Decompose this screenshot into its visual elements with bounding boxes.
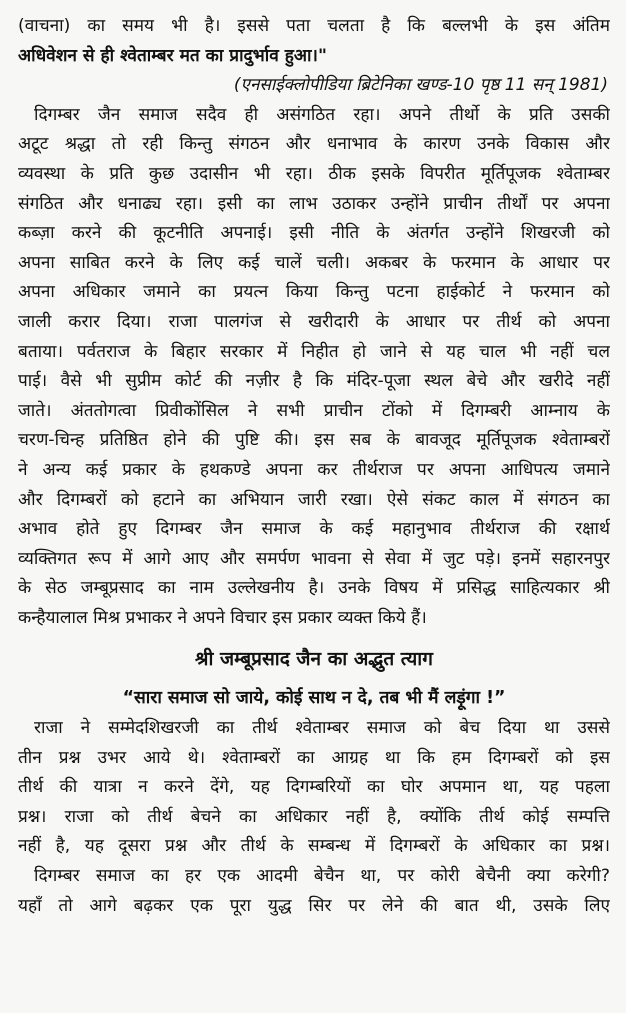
text-line: बताया। पर्वतराज के बिहार सरकार में निहीत हो जाने से यह चाल भी नहीं चल: [18, 341, 610, 362]
text-line: के सेठ जम्बूप्रसाद का नाम उल्लेखनीय है। उनके विषय में प्रसिद्ध साहित्यकार श्री: [18, 578, 610, 599]
pull-quote: “सारा समाज सो जाये, कोई साथ न दे, तब भी मैं लड़ूंगा !”: [122, 688, 506, 709]
text-line: व्यवस्था के प्रति कुछ उदासीन भी रहा। ठीक इसके विपरीत मूर्तिपूजक श्वेताम्बर: [18, 163, 610, 184]
intro-block: [18, 12, 610, 101]
text-line: पाई। वैसे भी सुप्रीम कोर्ट की नज़ीर है कि मंदिर-पूजा स्थल बेचे और खरीदे नहीं: [18, 371, 610, 392]
text-line: अधिवेशन से ही श्वेताम्बर मत का प्रादुर्भाव हुआ।": [18, 45, 327, 66]
section-heading: श्री जम्बूप्रसाद जैन का अद्भुत त्याग: [195, 648, 433, 671]
text-line: संगठित और धनाढ्य रहा। इसी का लाभ उठाकर उन्होंने प्राचीन तीर्थों पर अपना: [18, 193, 610, 214]
citation: (एनसाईक्लोपीडिया ब्रिटेनिका खण्ड-10 पृष्ठ 11 सन् 1981): [233, 75, 608, 96]
text-line: अभाव होते हुए दिगम्बर जैन समाज के कई महानुभाव तीर्थराज की रक्षार्थ: [18, 519, 610, 540]
paragraph: [18, 101, 610, 634]
text-line: जाली करार दिया। राजा पालगंज से खरीदारी के आधार पर तीर्थ को अपना: [18, 311, 610, 332]
text-line: नहीं है, यह दूसरा प्रश्न और तीर्थ के सम्बन्ध में दिगम्बरों के अधिकार का प्रश्न।: [18, 836, 610, 857]
text-line: कब्ज़ा करने की कूटनीति अपनाई। इसी नीति के अंतर्गत उन्होंने शिखरजी को: [18, 223, 610, 244]
paragraph: [18, 714, 610, 862]
text-line: अटूट श्रद्धा तो रही किन्तु संगठन और धनाभाव के कारण उनके विकास और: [18, 134, 610, 155]
text-line: तीन प्रश्न उभर आये थे। श्वेताम्बरों का आग्रह था कि हम दिगम्बरों को इस: [18, 747, 610, 768]
text-line: कन्हैयालाल मिश्र प्रभाकर ने अपने विचार इस प्रकार व्यक्त किये हैं।: [18, 607, 427, 628]
text-line: चरण-चिन्ह प्रतिष्ठित होने की पुष्टि की। इस सब के बावजूद मूर्तिपूजक श्वेताम्बरों: [18, 430, 610, 451]
text-line: दिगम्बर समाज का हर एक आदमी बेचैन था, पर कोरी बेचैनी क्या करेगी?: [34, 866, 610, 887]
text-line: राजा ने सम्मेदशिखरजी का तीर्थ श्वेताम्बर समाज को बेच दिया था उससे: [34, 718, 610, 739]
text-line: प्रश्न। राजा को तीर्थ बेचने का अधिकार नहीं है, क्योंकि तीर्थ कोई सम्पत्ति: [18, 806, 610, 827]
text-line: और दिगम्बरों को हटाने का अभियान जारी रखा। ऐसे संकट काल में संगठन का: [18, 489, 610, 510]
text-line: (वाचना) का समय भी है। इससे पता चलता है कि बल्लभी के इस अंतिम: [18, 16, 610, 36]
text-line: यहाँ तो आगे बढ़कर एक पूरा युद्ध सिर पर लेने की बात थी, उसके लिए: [18, 895, 610, 916]
text-line: अपना अधिकार जमाने का प्रयत्न किया किन्तु पटना हाईकोर्ट ने फरमान को: [18, 282, 610, 303]
text-line: अपना साबित करने के लिए कई चालें चली। अकबर के फरमान के आधार पर: [18, 252, 610, 273]
text-line: तीर्थ की यात्रा न करने देंगे, यह दिगम्बरियों का घोर अपमान था, यह पहला: [18, 777, 610, 798]
text-line: व्यक्तिगत रूप में आगे आए और समर्पण भावना से सेवा में जुट पड़े। इनमें सहारनपुर: [18, 548, 610, 569]
text-line: ने अन्य कई प्रकार के हथकण्डे अपना कर तीर्थराज पर अपना आधिपत्य जमाने: [18, 459, 610, 480]
text-line: जाते। अंततोगत्वा प्रिवीकोंसिल ने सभी प्राचीन टोंको में दिगम्बरी आम्नाय के: [18, 400, 610, 421]
paragraph: [18, 862, 610, 921]
text-line: दिगम्बर जैन समाज सदैव ही असंगठित रहा। अपने तीर्थो के प्रति उसकी: [34, 104, 610, 125]
